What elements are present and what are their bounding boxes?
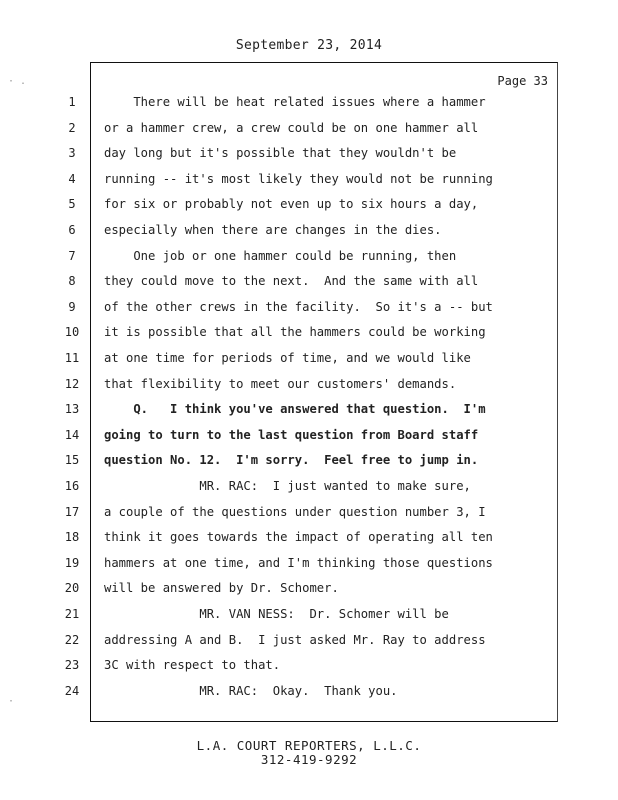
transcript-line: at one time for periods of time, and we would like	[104, 351, 471, 365]
line-number: 24	[64, 683, 80, 698]
transcript-line: going to turn to the last question from Board staff	[104, 427, 479, 442]
line-number: 15	[64, 453, 80, 468]
line-number: 20	[64, 581, 80, 596]
line-number: 13	[64, 402, 80, 417]
transcript-line: running -- it's most likely they would not be running	[104, 171, 493, 186]
transcript-line: of the other crews in the facility. So it's a -- but	[104, 299, 493, 314]
margin-mark: · .	[8, 76, 27, 87]
transcript-line: they could move to the next. And the same with all	[104, 274, 479, 289]
line-number: 17	[64, 504, 80, 519]
line-number: 18	[64, 530, 80, 545]
header-date: September 23, 2014	[235, 38, 383, 53]
page-number: Page 33	[497, 74, 548, 88]
transcript-line: question No. 12. I'm sorry. Feel free to jump in.	[104, 453, 479, 468]
line-number: 6	[68, 223, 76, 237]
line-number: 2	[68, 120, 76, 135]
line-number: 21	[64, 607, 80, 621]
footer-company: L.A. COURT REPORTERS, L.L.C.	[196, 738, 422, 753]
line-number: 14	[64, 427, 80, 442]
transcript-line: that flexibility to meet our customers' demands.	[104, 376, 457, 391]
transcript-line: MR. VAN NESS: Dr. Schomer will be	[104, 607, 449, 621]
transcript-line: will be answered by Dr. Schomer.	[104, 581, 339, 596]
line-number: 5	[68, 197, 76, 212]
transcript-line: MR. RAC: I just wanted to make sure,	[104, 479, 471, 493]
line-number: 19	[64, 555, 80, 570]
footer-phone: 312-419-9292	[260, 752, 358, 767]
line-number: 22	[64, 632, 80, 647]
line-number: 23	[64, 658, 80, 673]
margin-mark: ·	[8, 696, 15, 707]
transcript-line: a couple of the questions under question number 3, I	[104, 504, 486, 519]
line-number: 12	[64, 376, 80, 391]
transcript-line: 3C with respect to that.	[104, 658, 281, 673]
line-number: 10	[64, 325, 80, 340]
transcript-line: There will be heat related issues where a hammer	[104, 95, 486, 109]
transcript-line: Q. I think you've answered that question. I'm	[104, 402, 486, 417]
line-number: 1	[68, 95, 76, 109]
line-number: 8	[68, 274, 76, 289]
transcript-line: or a hammer crew, a crew could be on one hammer all	[104, 120, 479, 135]
line-number: 11	[64, 351, 80, 365]
line-number: 7	[68, 248, 76, 263]
line-number: 3	[68, 146, 76, 161]
transcript-line: think it goes towards the impact of operating all ten	[104, 530, 493, 545]
transcript-line: for six or probably not even up to six hours a day,	[104, 197, 479, 212]
transcript-line: MR. RAC: Okay. Thank you.	[104, 683, 398, 698]
transcript-line: it is possible that all the hammers could be working	[104, 325, 486, 340]
transcript-line: especially when there are changes in the dies.	[104, 223, 442, 237]
line-number: 9	[68, 299, 76, 314]
transcript-line: addressing A and B. I just asked Mr. Ray to address	[104, 632, 486, 647]
line-number: 4	[68, 171, 76, 186]
transcript-line: hammers at one time, and I'm thinking those questions	[104, 555, 493, 570]
transcript-line: One job or one hammer could be running, then	[104, 248, 457, 263]
line-number: 16	[64, 479, 80, 493]
transcript-line: day long but it's possible that they wouldn't be	[104, 146, 457, 161]
